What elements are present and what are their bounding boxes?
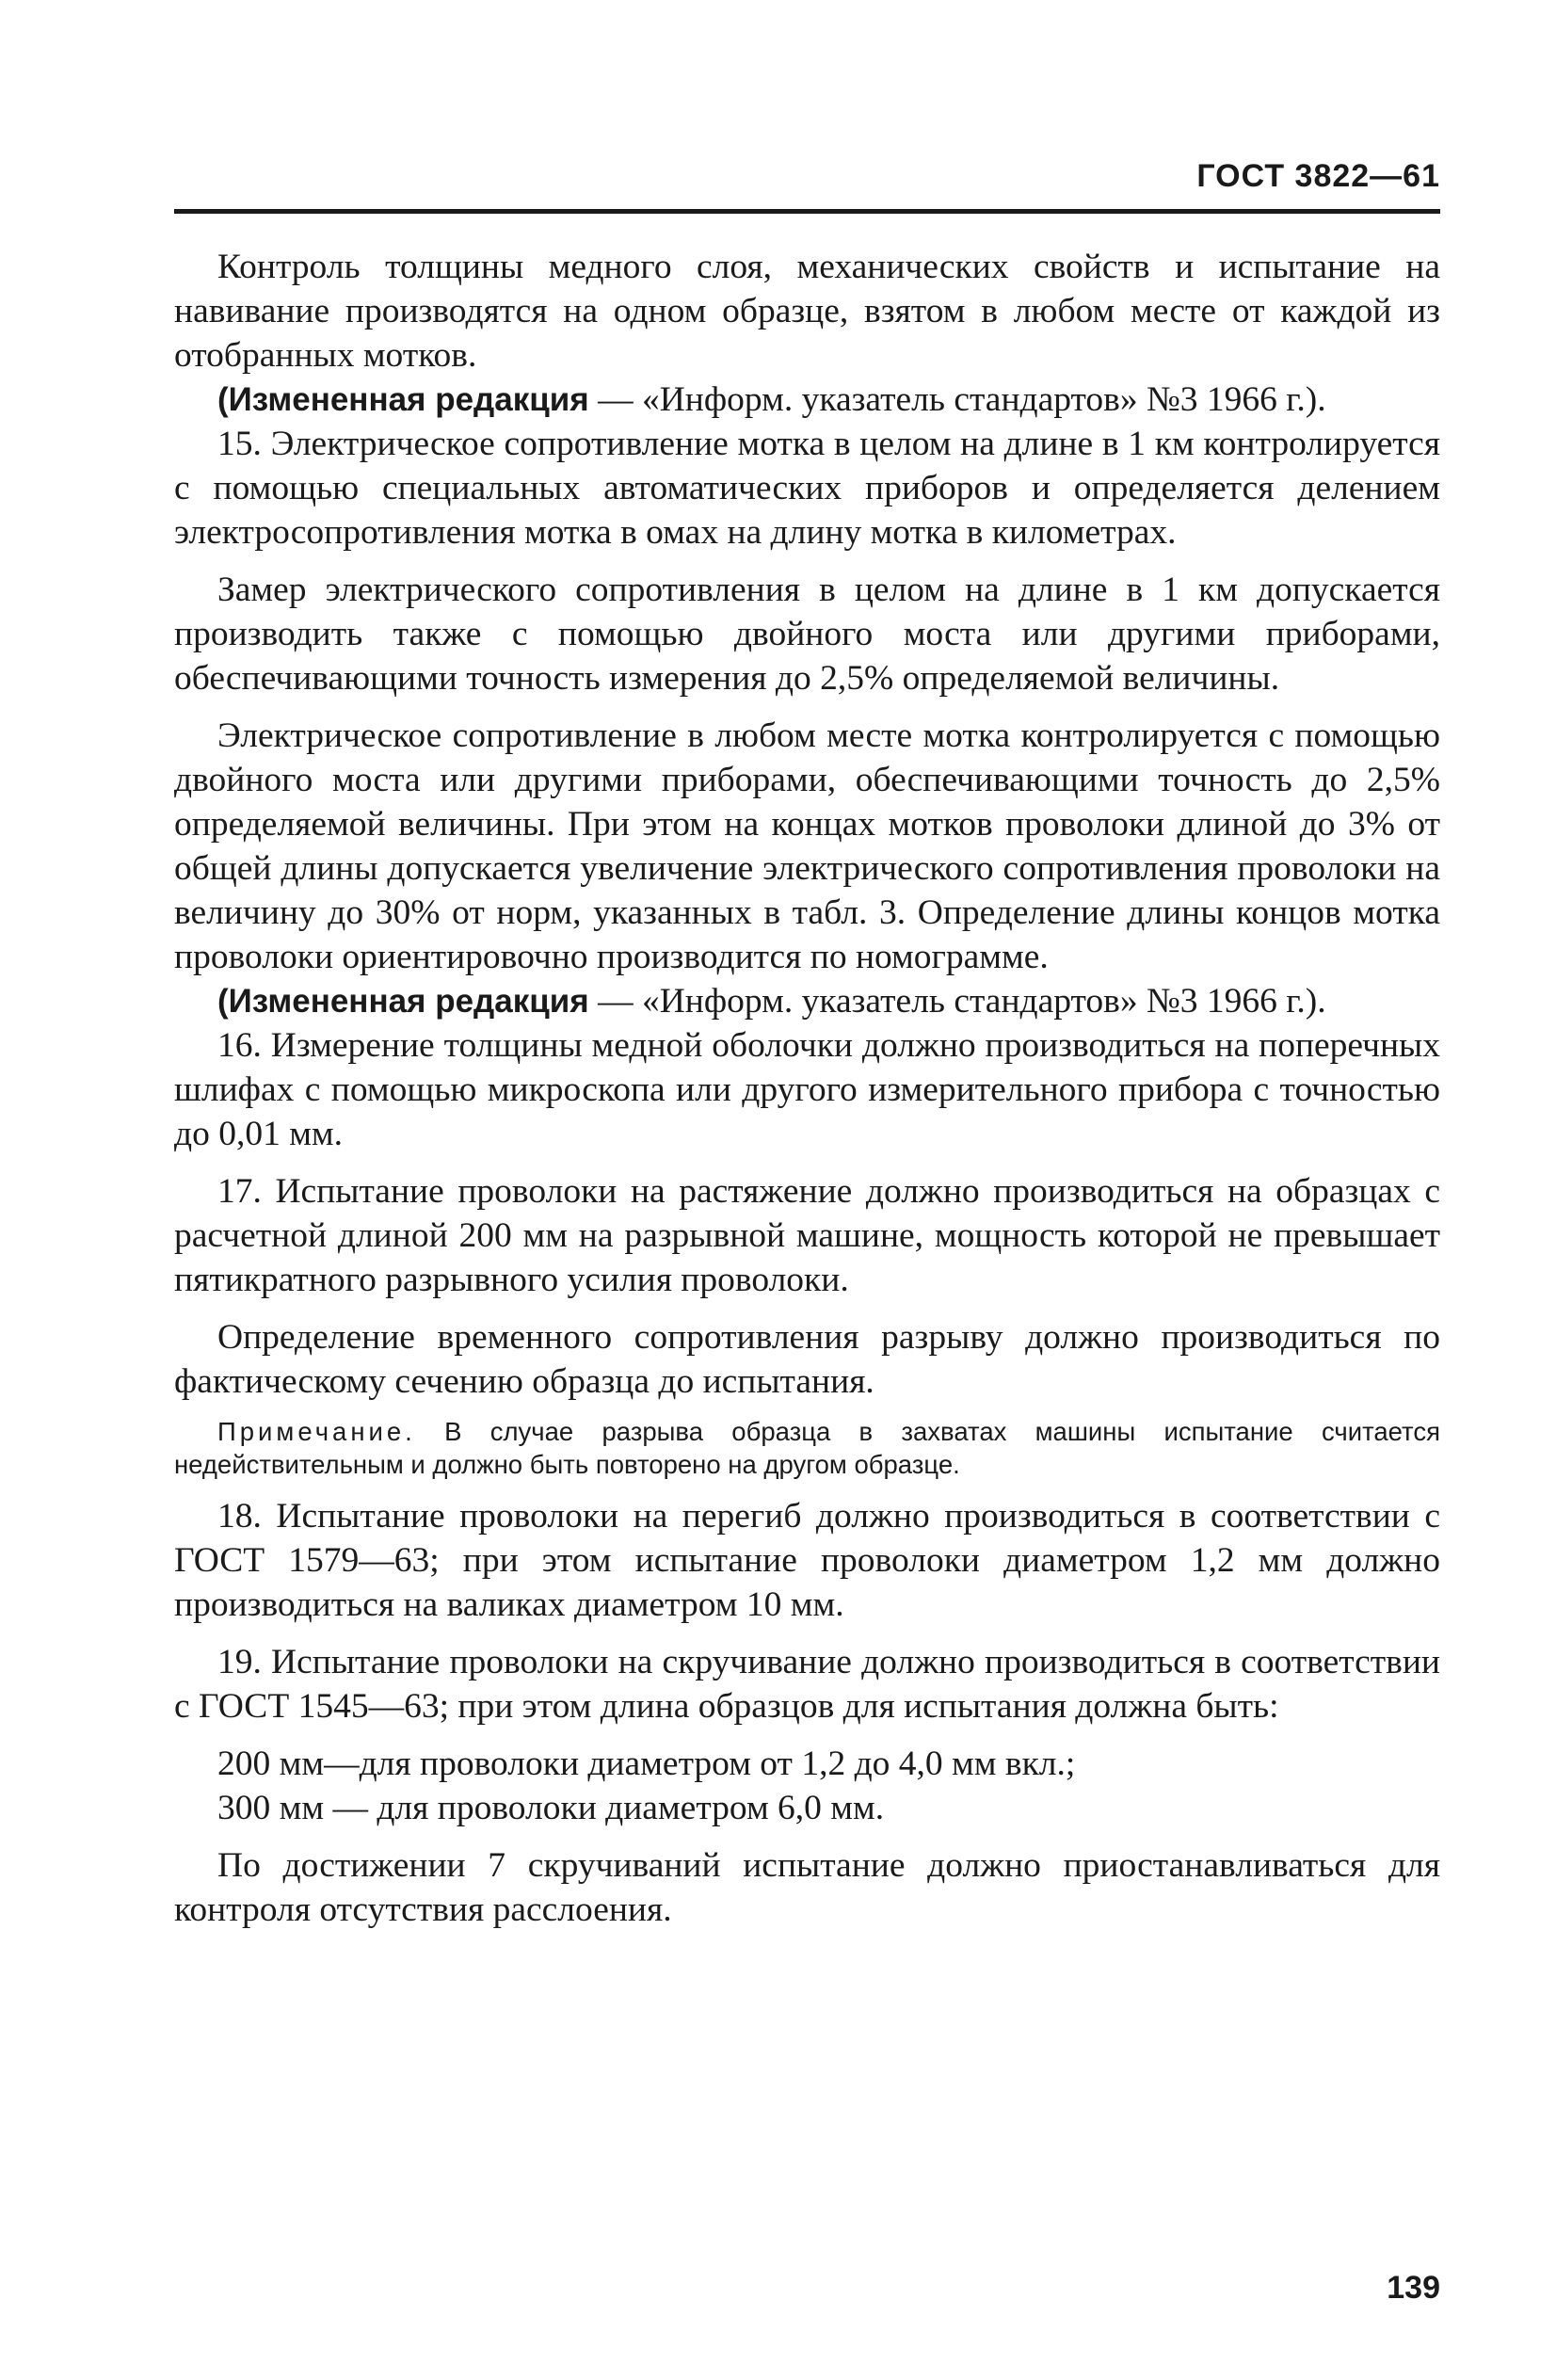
page-number: 139 (1387, 2270, 1440, 2306)
paragraph: Определение временного сопротивления разрыву должно производиться по фактическому сечению образца до испытания. (174, 1318, 1440, 1401)
amendment-note (174, 378, 1440, 422)
paragraph-17: 17. Испытание проволоки на растяжение должно производиться на образцах с расчетной длиной 200 мм на разрывной машине, мощность которой не превышает пятикратного разрывного усилия проволоки. (174, 1172, 1440, 1299)
document-body (174, 245, 1440, 1932)
list-item: 300 мм — для проволоки диаметром 6,0 мм. (217, 1789, 885, 1827)
paragraph: Контроль толщины медного слоя, механических свойств и испытание на навивание производятся на одном образце, взятом в любом месте от каждой из отобранных мотков. (174, 248, 1440, 375)
remark-text: В случае разрыва образца в захватах машины испытание считается недействительным и должно быть повторено на другом образце. (174, 1417, 1440, 1479)
remark-label: Примечание. (217, 1417, 416, 1446)
document-page (174, 141, 1440, 2307)
amendment-label: (Измененная редакция (217, 983, 589, 1020)
amendment-note (174, 979, 1440, 1023)
amendment-label: (Измененная редакция (217, 381, 589, 418)
document-code: ГОСТ 3822—61 (1196, 158, 1440, 194)
list-item: 200 мм—для проволоки диаметром от 1,2 до 4,0 мм вкл.; (217, 1745, 1076, 1783)
paragraph-18: 18. Испытание проволоки на перегиб должно производиться в соответствии с ГОСТ 1579—63; при этом испытание проволоки диаметром 1,2 мм должно производиться на валиках диаметром 10 мм. (174, 1497, 1440, 1624)
paragraph-19: 19. Испытание проволоки на скручивание должно производиться в соответствии с ГОСТ 1545—63; при этом длина образцов для испытания должна быть: (174, 1643, 1440, 1726)
header-rule (174, 209, 1440, 214)
amendment-text: — «Информ. указатель стандартов» №3 1966 г.). (588, 380, 1326, 419)
paragraph-15: 15. Электрическое сопротивление мотка в целом на длине в 1 км контролируется с помощью специальных автоматических приборов и определяется делением электросопротивления мотка в омах на длину мотка в километрах. (174, 425, 1440, 552)
footnote-remark (174, 1415, 1440, 1481)
paragraph: По достижении 7 скручиваний испытание должно приостанавливаться для контроля отсутствия расслоения. (174, 1846, 1440, 1929)
paragraph: Замер электрического сопротивления в целом на длине в 1 км допускается производить также с помощью двойного моста или другими приборами, обеспечивающими точность измерения до 2,5% определяемой величины. (174, 571, 1440, 698)
amendment-text: — «Информ. указатель стандартов» №3 1966 г.). (588, 982, 1326, 1021)
paragraph: Электрическое сопротивление в любом месте мотка контролируется с помощью двойного моста или другими приборами, обеспечивающими точность до 2,5% определяемой величины. При этом на концах мотков проволоки длиной до 3% от общей длины допускается увеличение электрического сопротивления проволоки на величину до 30% от норм, указанных в табл. 3. Определение длины концов мотка проволоки ориентировочно производится по номограмме. (174, 716, 1440, 976)
paragraph-16: 16. Измерение толщины медной оболочки должно производиться на поперечных шлифах с помощью микроскопа или другого измерительного прибора с точностью до 0,01 мм. (174, 1026, 1440, 1153)
